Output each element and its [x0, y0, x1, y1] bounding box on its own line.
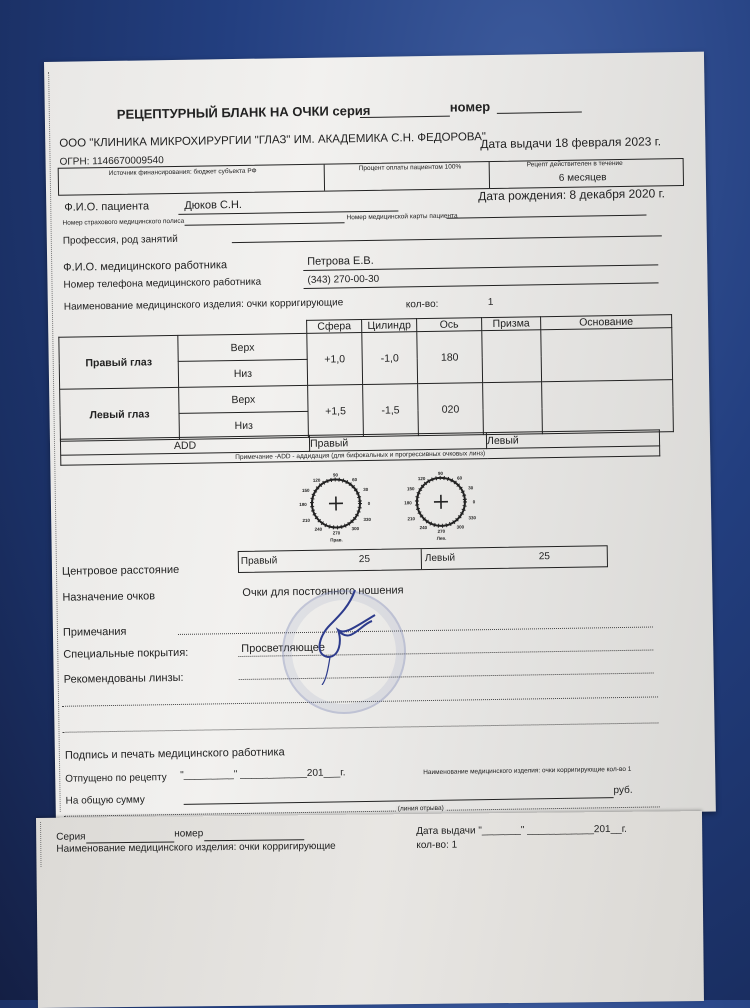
- organization-name: ООО "КЛИНИКА МИКРОХИРУРГИИ "ГЛАЗ" ИМ. АКАДЕМИКА С.Н. ФЕДОРОВА": [59, 131, 486, 150]
- svg-text:90: 90: [438, 471, 444, 476]
- svg-text:210: 210: [407, 516, 415, 521]
- number-label: номер: [450, 99, 491, 115]
- funding-source: Источник финансирования: бюджет субъекта РФ: [109, 168, 257, 177]
- prescription-form: [44, 52, 716, 822]
- patient-name-label: Ф.И.О. пациента: [64, 200, 149, 213]
- svg-text:180: 180: [299, 502, 307, 507]
- notes-field[interactable]: [178, 627, 653, 635]
- right-cylinder[interactable]: -1,0: [362, 332, 418, 385]
- profession-field[interactable]: [232, 235, 662, 243]
- left-bottom-label: Низ: [179, 411, 308, 439]
- svg-text:30: 30: [363, 487, 369, 492]
- purpose-value[interactable]: Очки для постоянного ношения: [242, 584, 403, 599]
- center-distance-box: [238, 545, 608, 573]
- right-axis-dial-icon: [290, 467, 381, 548]
- right-sphere[interactable]: +1,0: [307, 333, 363, 386]
- dispensed-label: Отпущено по рецепту: [65, 772, 167, 785]
- total-field[interactable]: [184, 797, 614, 805]
- coatings-value[interactable]: Просветляющее: [241, 642, 325, 655]
- svg-text:120: 120: [313, 478, 321, 483]
- stub-number-label: номер: [174, 828, 203, 839]
- doctor-label: Ф.И.О. медицинского работника: [63, 259, 227, 274]
- left-cylinder[interactable]: -1,5: [363, 384, 419, 437]
- svg-text:60: 60: [352, 477, 358, 482]
- svg-text:300: 300: [352, 526, 360, 531]
- add-label: ADD: [60, 435, 309, 455]
- left-axis-dial-icon: [395, 465, 486, 546]
- validity-label: Рецепт действителен в течение: [527, 160, 623, 169]
- svg-text:210: 210: [302, 518, 310, 523]
- stub-device-label: Наименование медицинского изделия: очки корригирующие: [56, 841, 336, 855]
- left-top-label: Верх: [179, 385, 308, 413]
- patient-payment: Процент оплаты пациентом 100%: [359, 163, 462, 172]
- add-note: Примечание -ADD - аддидация (для бифокальных и прогрессивных очковых линз): [61, 446, 660, 465]
- svg-text:Лев.: Лев.: [437, 536, 447, 541]
- purpose-label: Назначение очков: [62, 590, 155, 603]
- doctor-value[interactable]: Петрова Е.В.: [307, 255, 374, 268]
- svg-text:300: 300: [457, 524, 465, 529]
- svg-text:60: 60: [457, 475, 463, 480]
- right-axis[interactable]: 180: [417, 331, 483, 384]
- lenses-label: Рекомендованы линзы:: [64, 672, 184, 686]
- cd-right-label: Правый: [241, 555, 278, 567]
- svg-text:270: 270: [333, 530, 341, 535]
- stub-perforation: [40, 822, 41, 867]
- right-base[interactable]: [541, 328, 673, 382]
- number-field[interactable]: [497, 112, 582, 114]
- stub-qty: кол-во: 1: [416, 840, 457, 851]
- series-field[interactable]: [360, 116, 450, 118]
- header-base: Основание: [541, 315, 672, 330]
- header-cylinder: Цилиндр: [362, 319, 417, 333]
- validity-value: 6 месяцев: [559, 172, 607, 184]
- svg-text:Прав.: Прав.: [330, 537, 343, 542]
- insurance-label: Номер страхового медицинского полиса: [62, 218, 184, 227]
- cd-left-label: Левый: [425, 553, 455, 564]
- prescription-table: [58, 314, 674, 442]
- left-prism[interactable]: [483, 382, 543, 435]
- center-distance-label: Центровое расстояние: [62, 564, 179, 578]
- extra-line-2[interactable]: [63, 722, 659, 732]
- right-top-label: Верх: [178, 333, 307, 361]
- right-prism[interactable]: [482, 330, 542, 383]
- left-eye-label: Левый глаз: [60, 387, 180, 441]
- signature-icon: [300, 585, 400, 685]
- coatings-label: Специальные покрытия:: [63, 647, 188, 661]
- right-eye-label: Правый глаз: [59, 335, 179, 389]
- phone-label: Номер телефона медицинского работника: [63, 277, 261, 291]
- left-base[interactable]: [542, 380, 674, 434]
- qty-label: кол-во:: [406, 299, 439, 311]
- svg-text:240: 240: [420, 525, 428, 530]
- left-sphere[interactable]: +1,5: [308, 385, 364, 438]
- add-left[interactable]: Левый: [486, 430, 659, 449]
- left-axis[interactable]: 020: [418, 383, 484, 436]
- phone-value[interactable]: (343) 270-00-30: [307, 274, 379, 286]
- add-right[interactable]: Правый: [309, 433, 486, 452]
- cd-right-value[interactable]: 25: [359, 554, 370, 565]
- header-prism: Призма: [482, 317, 541, 331]
- svg-text:270: 270: [438, 529, 446, 534]
- insurance-field[interactable]: [185, 222, 345, 226]
- ogrn: ОГРН: 1146670009540: [59, 155, 163, 168]
- cd-left-value[interactable]: 25: [539, 551, 550, 562]
- svg-text:90: 90: [333, 472, 339, 477]
- svg-text:30: 30: [468, 485, 474, 490]
- svg-text:150: 150: [302, 488, 310, 493]
- qty-value: 1: [488, 297, 494, 308]
- stub-issue-date[interactable]: Дата выдачи "_______" ____________201__г.: [416, 824, 627, 837]
- tear-off-stub: [36, 811, 704, 1008]
- right-bottom-label: Низ: [178, 359, 307, 387]
- medcard-label: Номер медицинской карты пациента: [346, 213, 457, 222]
- header-axis: Ось: [417, 318, 482, 332]
- svg-text:330: 330: [468, 515, 476, 520]
- svg-text:150: 150: [407, 486, 415, 491]
- notes-label: Примечания: [63, 626, 127, 639]
- signature-label: Подпись и печать медицинского работника: [65, 746, 285, 761]
- medcard-field[interactable]: [446, 215, 646, 219]
- form-title: РЕЦЕПТУРНЫЙ БЛАНК НА ОЧКИ серия: [117, 103, 371, 122]
- svg-text:0: 0: [473, 499, 476, 504]
- dispensed-device: Наименование медицинского изделия: очки корригирующие кол-во 1: [423, 766, 631, 776]
- dispensed-date[interactable]: "_________" ____________201___г.: [180, 767, 345, 781]
- tear-line-label: (линия отрыва): [396, 805, 446, 813]
- total-label: На общую сумму: [66, 795, 145, 807]
- birth-date: Дата рождения: 8 декабря 2020 г.: [478, 186, 665, 203]
- stub-series-label: Серия: [56, 831, 85, 842]
- svg-text:330: 330: [363, 517, 371, 522]
- patient-name-value[interactable]: Дюков С.Н.: [184, 199, 242, 212]
- currency: руб.: [613, 785, 632, 796]
- svg-text:180: 180: [404, 500, 412, 505]
- device-label: Наименование медицинского изделия: очки корригирующие: [64, 297, 344, 312]
- svg-text:240: 240: [315, 527, 323, 532]
- header-sphere: Сфера: [307, 320, 362, 334]
- issue-date: Дата выдачи 18 февраля 2023 г.: [480, 134, 661, 151]
- svg-text:0: 0: [368, 501, 371, 506]
- svg-text:120: 120: [418, 476, 426, 481]
- profession-label: Профессия, род занятий: [63, 234, 178, 247]
